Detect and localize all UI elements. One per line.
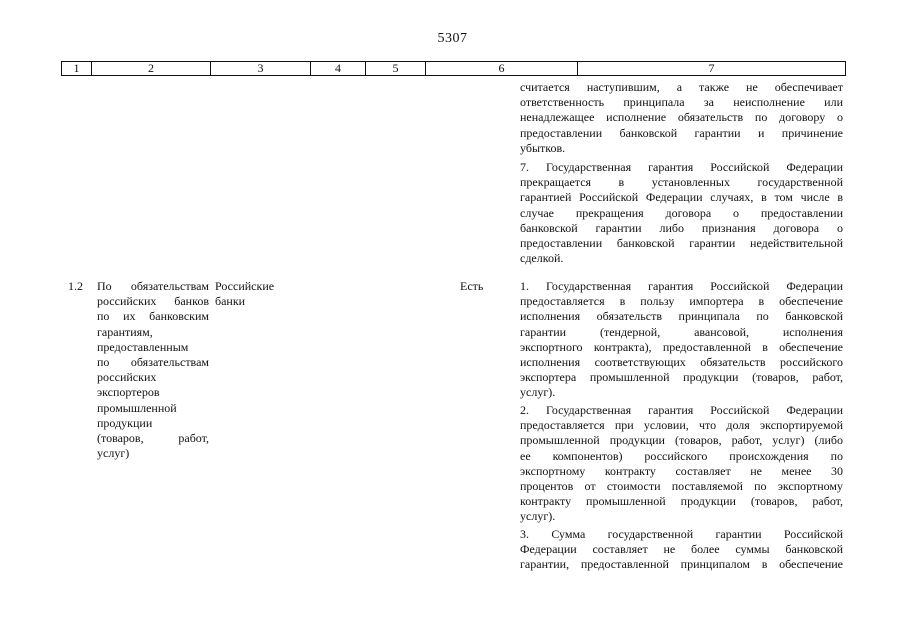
text-line: прекращается в установленных государственной — [520, 175, 843, 190]
row-availability: Есть — [460, 279, 484, 293]
column-header-6: 6 — [426, 62, 578, 75]
text-line: услуг). — [520, 509, 556, 524]
text-line: предоставленным — [97, 339, 189, 354]
text-line: ее компонентов) российского происхождения по — [520, 448, 843, 463]
text-line: экспортному контракту составляет не менее 30 — [520, 463, 843, 478]
text-line: гарантиям, — [97, 324, 153, 339]
text-line: предоставлении банковской гарантии и причинение — [520, 125, 843, 140]
column-header-2: 2 — [92, 62, 211, 75]
text-line: услуг) — [97, 446, 130, 461]
text-line: гарантии, предоставленной принципалом в обеспечение — [520, 557, 843, 572]
text-line: гарантии (тендерной, авансовой, исполнения — [520, 324, 843, 339]
text-line: предоставляется при условии, что доля экспортируемой — [520, 418, 843, 433]
text-line: по обязательствам — [97, 355, 209, 370]
text-line: экспортеров — [97, 385, 160, 400]
text-line: исполнения соответствующих обязательств российского — [520, 355, 843, 370]
text-line: промышленной — [97, 400, 177, 415]
text-line: по их банковским — [97, 309, 209, 324]
row-number: 1.2 — [68, 279, 83, 293]
text-line: (товаров, работ, — [97, 431, 209, 446]
text-line: экспортного контракта), предоставленной в обеспечение — [520, 339, 843, 354]
continuation-paragraph — [520, 80, 843, 156]
paragraph-7 — [520, 160, 843, 266]
text-line: предоставлении банковской гарантии недействительной — [520, 236, 843, 251]
text-line: промышленной продукции (товаров, работ, услуг) (либо — [520, 433, 843, 448]
paragraph-2 — [520, 403, 843, 525]
text-line: Федерации составляет не более суммы банковской — [520, 542, 843, 557]
text-line: 7. Государственная гарантия Российской Федерации — [520, 160, 843, 174]
text-line: сделкой. — [520, 251, 564, 266]
row-recipient — [215, 279, 285, 309]
text-line: считается наступившим, а также не обеспечивает — [520, 80, 843, 94]
text-line: процентов от стоимости поставляемой по экспортному — [520, 479, 843, 494]
text-line: банковской гарантии либо признания договора о — [520, 220, 843, 235]
text-line: По обязательствам — [97, 279, 209, 293]
column-header-3: 3 — [211, 62, 311, 75]
paragraph-1 — [520, 279, 843, 401]
text-line: экспортера промышленной продукции (товаров, работ, — [520, 370, 843, 385]
column-header-7: 7 — [708, 61, 715, 75]
text-line: случае прекращения договора о предоставлении — [520, 205, 843, 220]
text-line: 3. Сумма государственной гарантии Российской — [520, 527, 843, 541]
text-line: исполнения обязательств принципала по банковской — [520, 309, 843, 324]
table-column-header-row — [61, 61, 846, 76]
column-header-5: 5 — [366, 62, 426, 75]
text-line: ответственность принципала за неисполнение или — [520, 95, 843, 110]
text-line: продукции — [97, 415, 153, 430]
text-line: предоставляется в пользу импортера в обеспечение — [520, 294, 843, 309]
page-number: 5307 — [437, 31, 468, 46]
text-line: российских — [97, 370, 157, 385]
text-line: контракту промышленной продукции (товаров, работ, — [520, 494, 843, 509]
text-line: Российские — [215, 279, 275, 293]
text-line: услуг). — [520, 385, 556, 400]
text-line: ненадлежащее исполнение обязательств по договору о — [520, 110, 843, 125]
text-line: убытков. — [520, 140, 566, 155]
column-header-4: 4 — [311, 62, 366, 75]
text-line: 1. Государственная гарантия Российской Федерации — [520, 279, 843, 293]
text-line: банки — [215, 294, 246, 309]
row-description — [97, 279, 209, 461]
text-line: гарантией Российской Федерации случаях, в том числе в — [520, 190, 843, 205]
text-line: 2. Государственная гарантия Российской Федерации — [520, 403, 843, 417]
column-header-1: 1 — [62, 62, 92, 75]
text-line: российских банков — [97, 294, 209, 309]
paragraph-3 — [520, 527, 843, 573]
